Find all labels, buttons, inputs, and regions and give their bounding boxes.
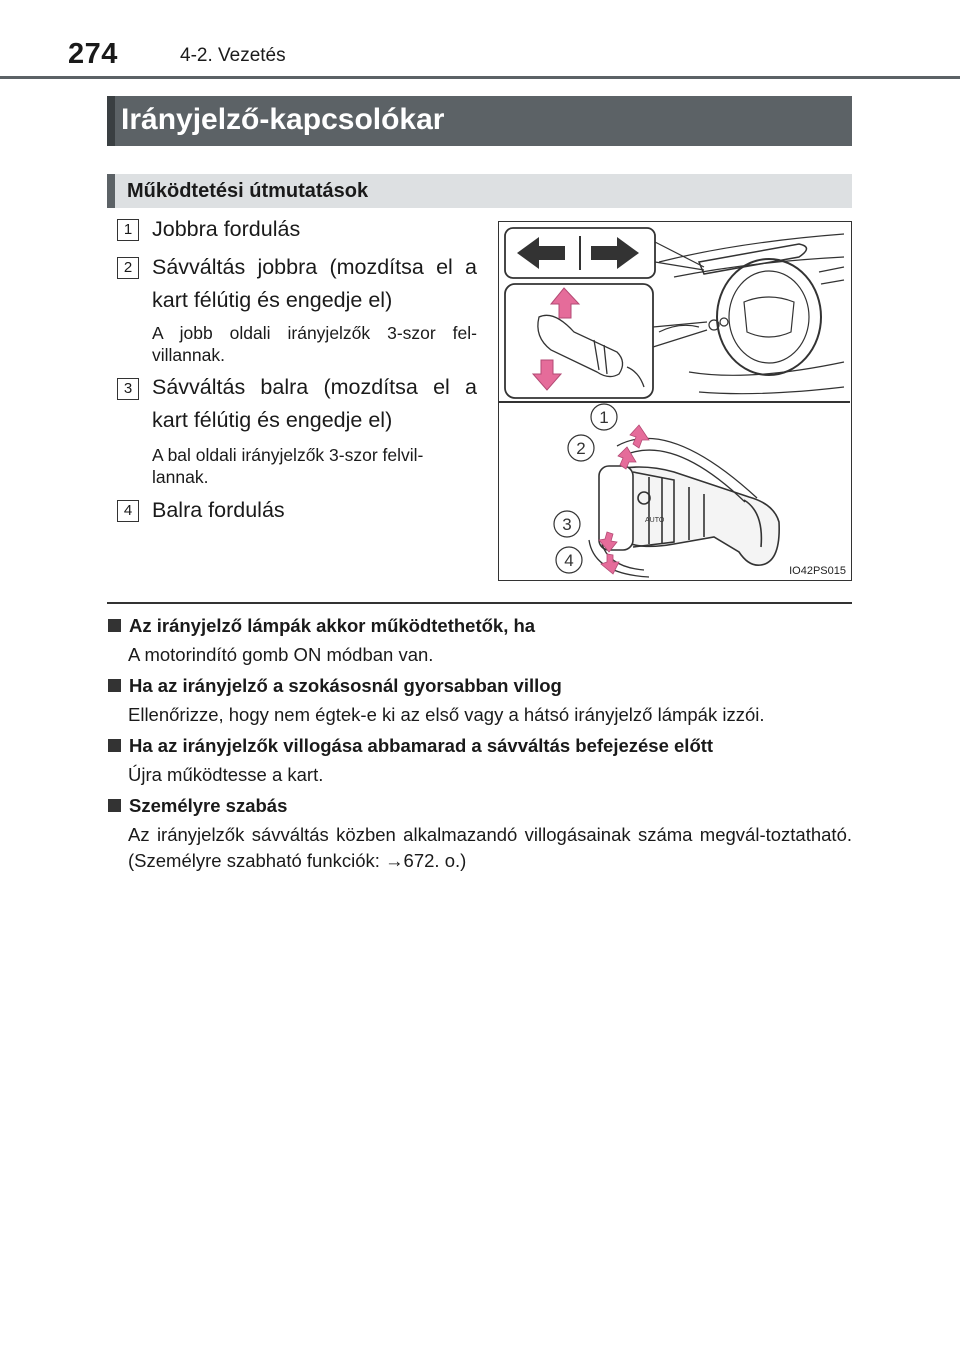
- note-body-4: Az irányjelzők sávváltás közben alkalmazandó villogásainak száma megvál-toztatható. (Személyre szabható funkciók: →672. o.): [128, 824, 852, 871]
- title-accent: [107, 96, 115, 146]
- square-bullet-icon: [108, 619, 121, 632]
- section-label: 4-2. Vezetés: [180, 45, 286, 66]
- note-body-1: A motorindító gomb ON módban van.: [128, 644, 434, 665]
- note-heading-3: Ha az irányjelzők villogása abbamarad a sávváltás befejezése előtt: [108, 735, 713, 757]
- step-text-2: Sávváltás jobbra (mozdítsa el a kart félútig és engedje el): [152, 255, 477, 312]
- svg-text:AUTO: AUTO: [645, 517, 665, 524]
- header-divider: [0, 76, 960, 79]
- callout-4: 4: [564, 551, 574, 570]
- step-text-3: Sávváltás balra (mozdítsa el a kart félútig és engedje el): [152, 375, 477, 432]
- step-number-1: 1: [117, 219, 139, 241]
- square-bullet-icon: [108, 679, 121, 692]
- subtitle-bar: [107, 174, 852, 208]
- note-heading-2: Ha az irányjelző a szokásosnál gyorsabban villog: [108, 675, 562, 697]
- illustration-drawing: [499, 222, 850, 579]
- square-bullet-icon: [108, 799, 121, 812]
- step-number-2: 2: [117, 257, 139, 279]
- lever-detail-panel: [505, 284, 653, 398]
- section-divider: [107, 602, 852, 604]
- section-subtitle: Működtetési útmutatások: [127, 180, 369, 202]
- step-number-4: 4: [117, 500, 139, 522]
- callout-2: 2: [576, 439, 586, 458]
- note-heading-4: Személyre szabás: [108, 795, 287, 817]
- page-number: 274: [68, 38, 118, 70]
- step-note-3: A bal oldali irányjelzők 3-szor felvil-lannak.: [152, 445, 424, 487]
- callout-1: 1: [599, 408, 609, 427]
- step-note-2: A jobb oldali irányjelzők 3-szor fel-villannak.: [152, 323, 477, 365]
- note-body-2: Ellenőrizze, hogy nem égtek-e ki az első vagy a hátsó irányjelző lámpák izzói.: [128, 704, 765, 725]
- lever-illustration: [498, 221, 852, 581]
- step-text-4: Balra fordulás: [152, 498, 285, 522]
- square-bullet-icon: [108, 739, 121, 752]
- subtitle-accent: [107, 174, 115, 208]
- title-bar: [107, 96, 852, 146]
- note-body-3: Újra működtesse a kart.: [128, 764, 324, 785]
- note-heading-1: Az irányjelző lámpák akkor működtethetők, ha: [108, 615, 535, 637]
- step-number-3: 3: [117, 378, 139, 400]
- page-title: Irányjelző-kapcsolókar: [121, 103, 445, 136]
- callout-3: 3: [562, 515, 572, 534]
- figure-code: IO42PS015: [789, 565, 846, 577]
- step-text-1: Jobbra fordulás: [152, 217, 301, 241]
